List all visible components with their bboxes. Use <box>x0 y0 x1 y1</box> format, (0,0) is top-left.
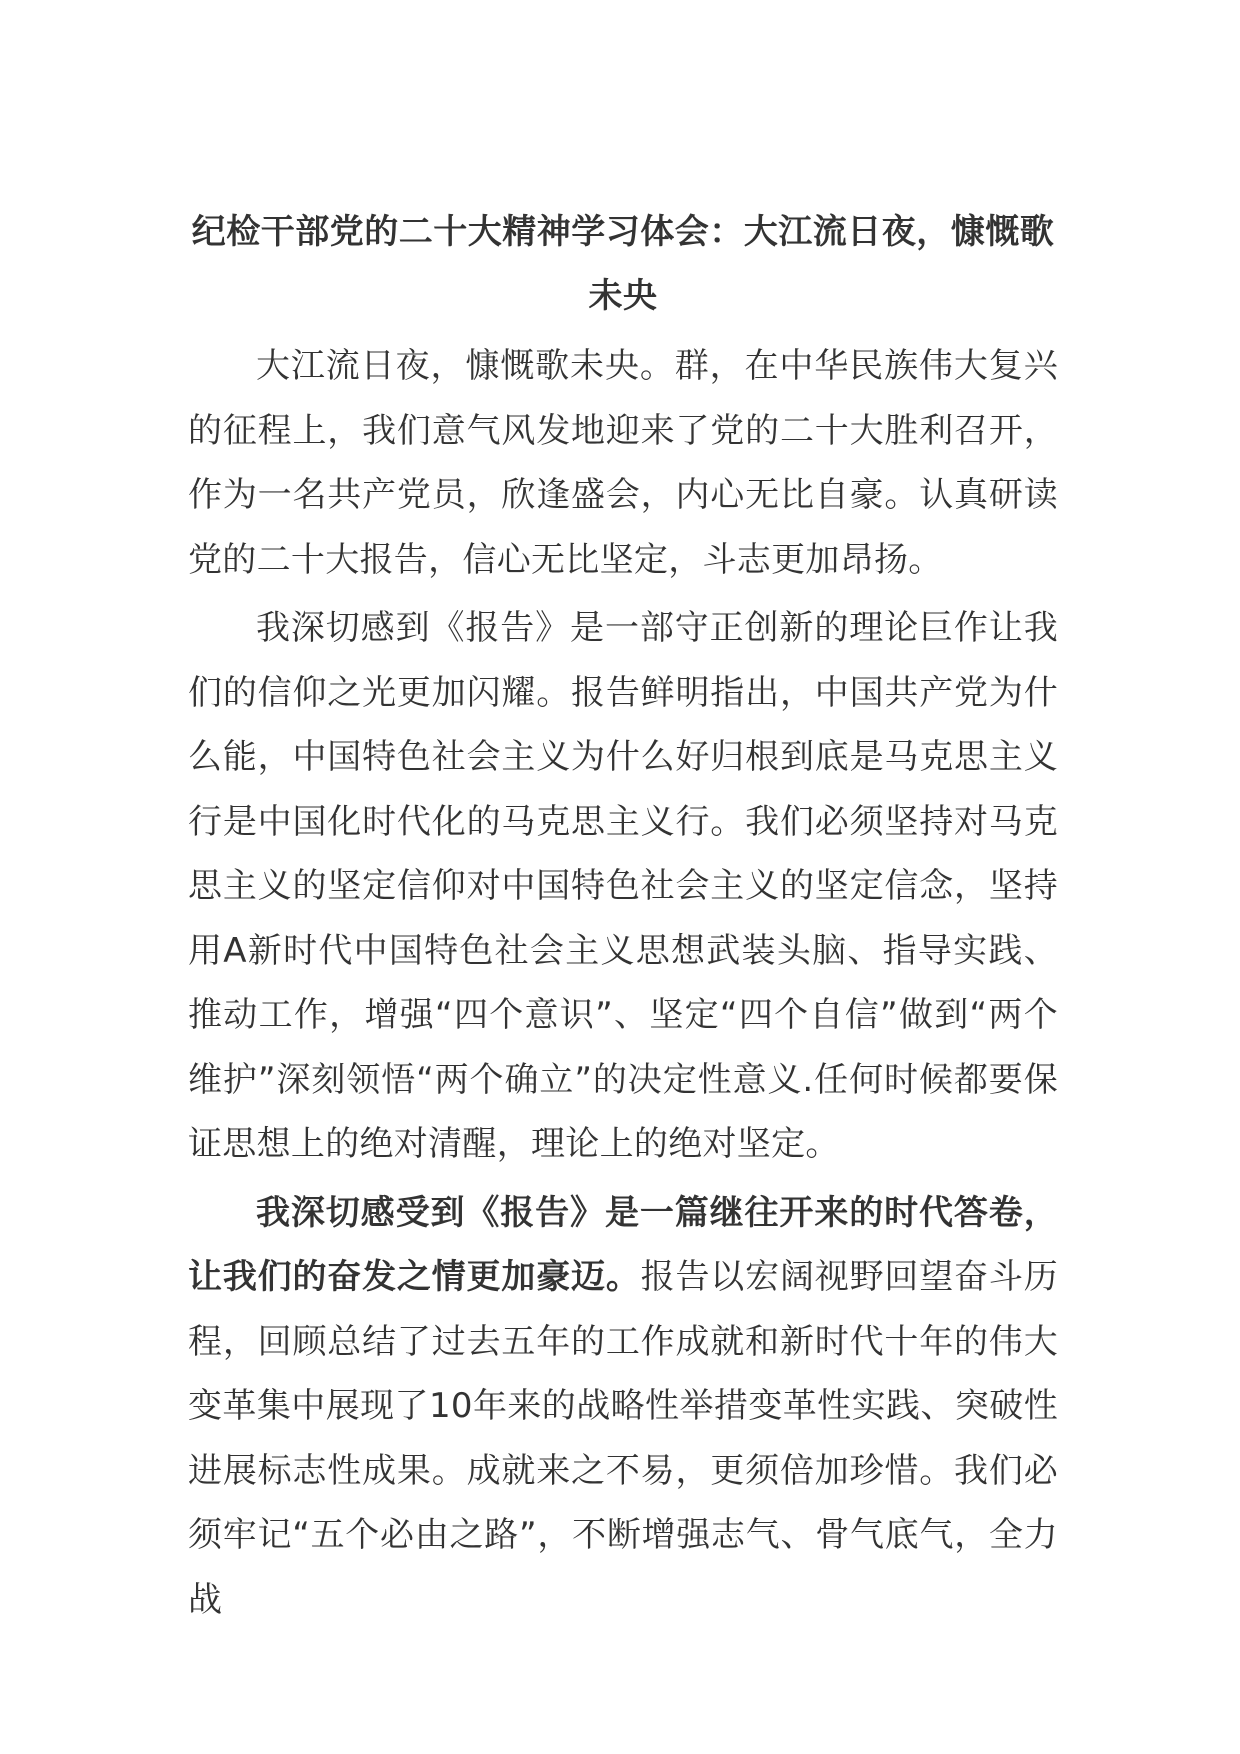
title-line-1: 纪检干部党的二十大精神学习体会：大江流日夜，慷慨歌 <box>191 212 1055 252</box>
paragraph-3-text: 报告以宏阔视野回望奋斗历程，回顾总结了过去五年的工作成就和新时代十年的伟大变革集中展现了10年来的战略性举措变革性实践、突破性进展标志性成果。成就来之不易，更须倍加珍惜。我们必须牢记“五个必由之路”，不断增强志气、骨气底气，全力战 <box>188 1257 1058 1620</box>
paragraph-1-text: 大江流日夜，慷慨歌未央。群，在中华民族伟大复兴的征程上，我们意气风发地迎来了党的二十大胜利召开，作为一名共产党员，欣逢盛会，内心无比自豪。认真研读党的二十大报告，信心无比坚定，斗志更加昂扬。 <box>188 346 1058 580</box>
paragraph-3-bold-lead: 我深切感受到《报告》是一篇继往开来的时代答卷，让我们的奋发之情更加豪迈。 <box>188 1192 1058 1297</box>
paragraph-1 <box>188 334 1058 592</box>
paragraph-2 <box>188 596 1058 1177</box>
title-line-2: 未央 <box>588 276 658 316</box>
document-page <box>188 200 1058 1632</box>
paragraph-2-text: 我深切感到《报告》是一部守正创新的理论巨作让我们的信仰之光更加闪耀。报告鲜明指出，中国共产党为什么能，中国特色社会主义为什么好归根到底是马克思主义行是中国化时代化的马克思主义行。我们必须坚持对马克思主义的坚定信仰对中国特色社会主义的坚定信念，坚持用A新时代中国特色社会主义思想武装头脑、指导实践、推动工作，增强“四个意识”、坚定“四个自信”做到“两个维护”深刻领悟“两个确立”的决定性意义.任何时候都要保证思想上的绝对清醒，理论上的绝对坚定。 <box>188 608 1058 1164</box>
document-title <box>188 200 1058 328</box>
paragraph-3 <box>188 1181 1058 1633</box>
